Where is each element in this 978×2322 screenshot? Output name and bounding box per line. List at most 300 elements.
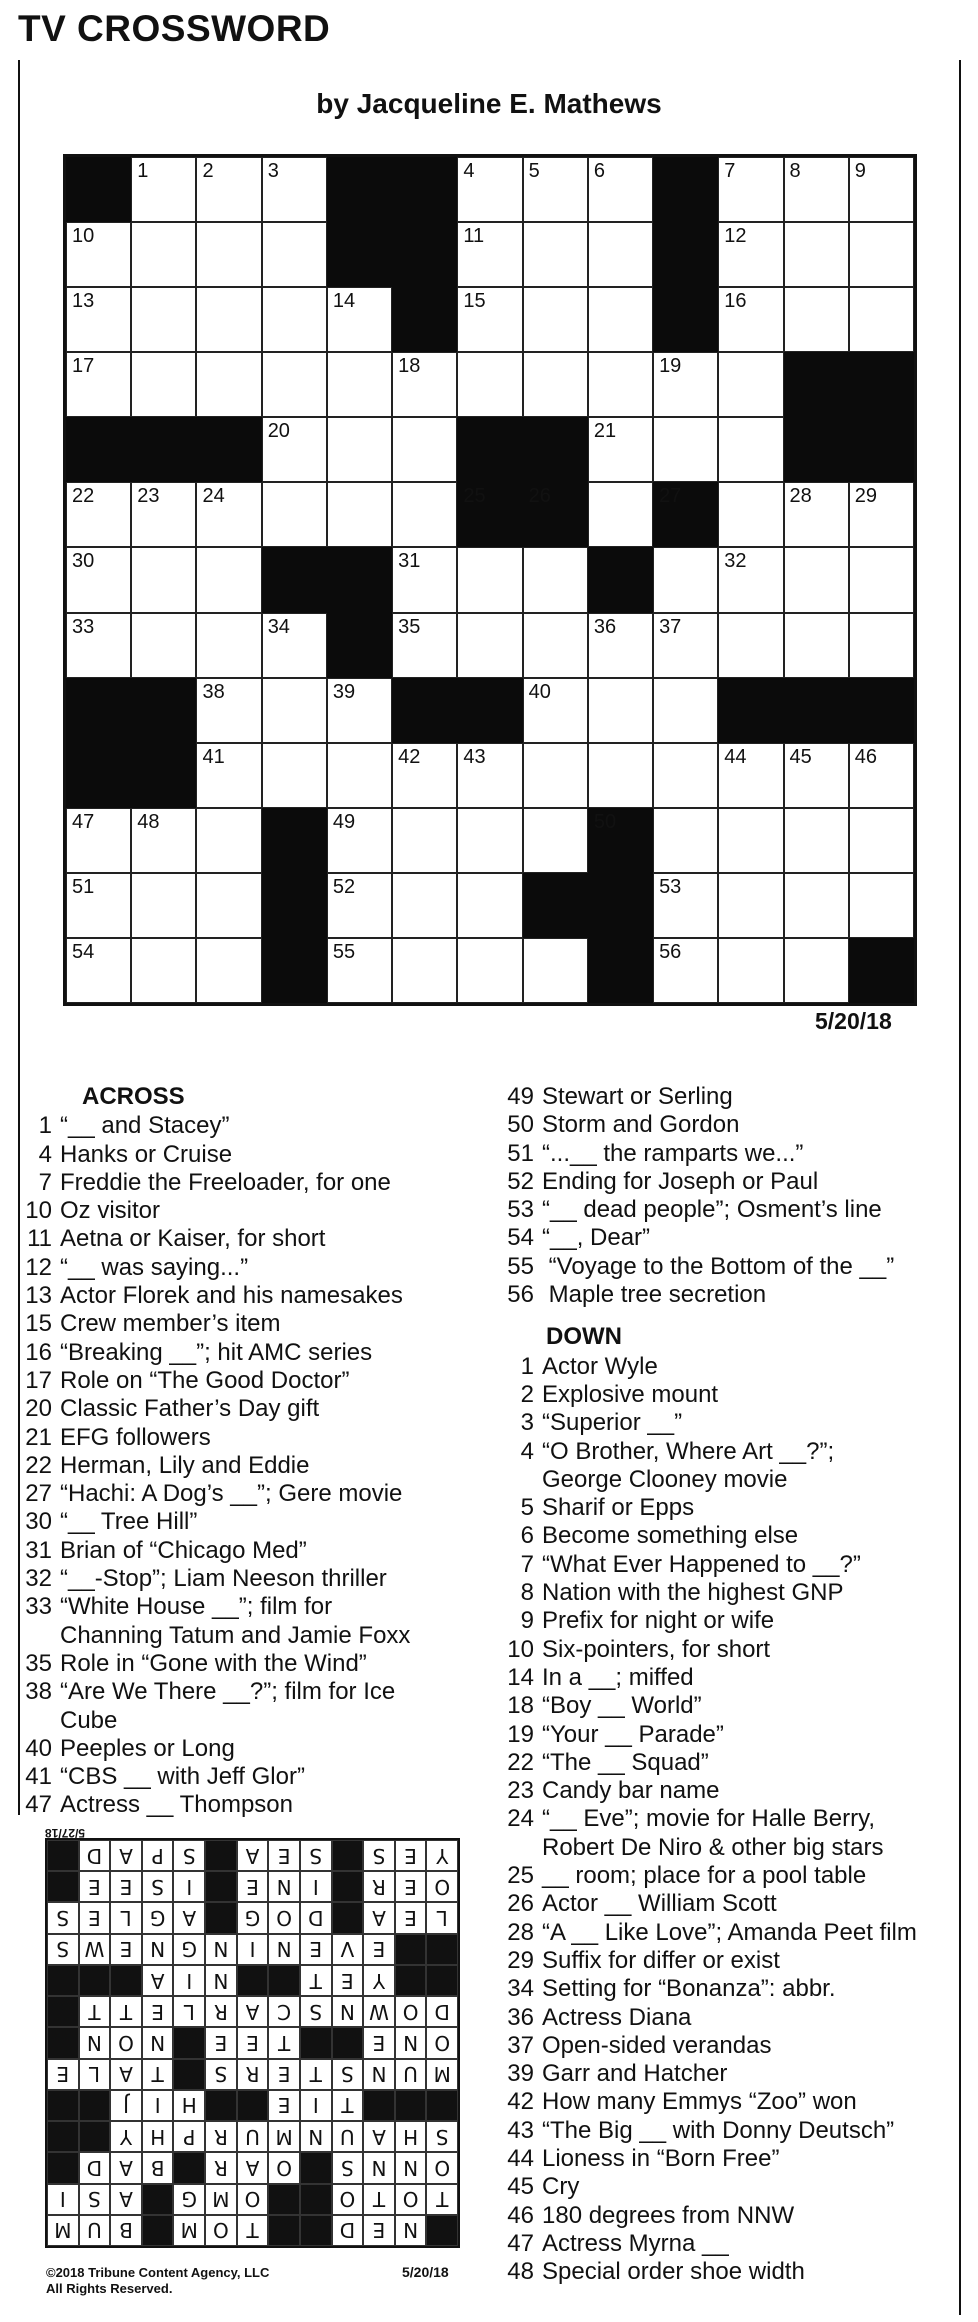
solution-cell: A <box>173 1902 205 1933</box>
grid-cell[interactable] <box>196 743 261 808</box>
clue-text: “Your __ Parade” <box>542 1720 724 1748</box>
grid-cell[interactable] <box>523 352 588 417</box>
grid-cell[interactable] <box>262 678 327 743</box>
clue-number: 16 <box>25 1338 52 1366</box>
cell-number: 56 <box>659 940 682 963</box>
solution-cell: R <box>363 1871 395 1902</box>
clue-number: 36 <box>507 2003 534 2031</box>
solution-cell: B <box>110 2215 142 2246</box>
clue-item <box>504 1224 954 1252</box>
solution-block <box>300 2152 332 2183</box>
cell-number: 44 <box>724 745 747 768</box>
clue-item <box>504 2145 954 2173</box>
solution-cell: N <box>205 1934 237 1965</box>
clue-number: 23 <box>507 1777 534 1805</box>
solution-grid <box>45 1838 460 2248</box>
rights-line: All Rights Reserved. <box>46 2281 173 2296</box>
grid-cell[interactable] <box>196 352 261 417</box>
grid-cell[interactable] <box>784 222 849 287</box>
grid-block <box>784 678 849 743</box>
solution-block <box>47 2090 79 2121</box>
grid-cell[interactable] <box>784 613 849 678</box>
solution-block <box>426 1934 458 1965</box>
clue-text: “The __ Squad” <box>542 1748 709 1776</box>
grid-cell[interactable] <box>653 938 718 1003</box>
grid-cell[interactable] <box>262 157 327 222</box>
clue-item <box>22 1339 492 1367</box>
grid-block <box>653 222 718 287</box>
solution-cell: H <box>142 2121 174 2152</box>
clue-number: 38 <box>25 1678 52 1706</box>
grid-cell[interactable] <box>392 613 457 678</box>
clue-item <box>22 1310 492 1338</box>
grid-cell[interactable] <box>327 678 392 743</box>
grid-cell[interactable] <box>131 482 196 547</box>
grid-cell[interactable] <box>588 287 653 352</box>
grid-cell[interactable] <box>718 808 783 873</box>
grid-cell[interactable] <box>653 678 718 743</box>
grid-cell[interactable] <box>392 938 457 1003</box>
clue-text: Ending for Joseph or Paul <box>542 1167 819 1195</box>
grid-cell[interactable] <box>196 287 261 352</box>
grid-cell[interactable] <box>392 417 457 482</box>
puzzle-date: 5/20/18 <box>815 1008 892 1034</box>
grid-cell[interactable] <box>523 938 588 1003</box>
solution-cell: O <box>395 2184 427 2215</box>
grid-cell[interactable] <box>784 287 849 352</box>
grid-cell[interactable] <box>131 287 196 352</box>
solution-cell: A <box>142 1965 174 1996</box>
grid-cell[interactable] <box>66 482 131 547</box>
clue-number: 8 <box>520 1579 534 1607</box>
grid-cell[interactable] <box>131 808 196 873</box>
solution-cell: N <box>268 1871 300 1902</box>
grid-cell[interactable] <box>196 873 261 938</box>
clue-item <box>504 1281 954 1309</box>
clue-text: “__ was saying...” <box>60 1253 249 1281</box>
grid-cell[interactable] <box>849 873 914 938</box>
cell-number: 17 <box>72 355 95 378</box>
solution-cell: E <box>110 1871 142 1902</box>
grid-cell[interactable] <box>392 352 457 417</box>
clue-text: “__ Tree Hill” <box>60 1508 198 1536</box>
cell-number: 9 <box>854 160 866 182</box>
solution-cell: E <box>332 1965 364 1996</box>
grid-cell[interactable] <box>849 222 914 287</box>
grid-cell[interactable] <box>653 352 718 417</box>
grid-cell[interactable] <box>196 157 261 222</box>
clue-number: 13 <box>25 1282 52 1310</box>
clue-text: __ room; place for a pool table <box>542 1862 867 1890</box>
down-heading: DOWN <box>546 1323 622 1351</box>
solution-cell: N <box>395 2152 427 2183</box>
grid-cell[interactable] <box>392 873 457 938</box>
grid-block <box>849 938 914 1003</box>
grid-block <box>457 417 522 482</box>
solution-cell: L <box>110 1902 142 1933</box>
clue-number: 4 <box>38 1140 52 1168</box>
grid-cell[interactable] <box>784 547 849 612</box>
grid-cell[interactable] <box>196 547 261 612</box>
grid-cell[interactable] <box>849 287 914 352</box>
grid-cell[interactable] <box>849 743 914 808</box>
solution-cell: M <box>426 2059 458 2090</box>
clue-item <box>504 1551 954 1579</box>
grid-cell[interactable] <box>66 938 131 1003</box>
grid-cell[interactable] <box>196 222 261 287</box>
clue-text: “__, Dear” <box>542 1224 651 1252</box>
clue-number: 44 <box>507 2144 534 2172</box>
clue-text: “Hachi: A Dog’s __”; Gere movie <box>60 1480 403 1508</box>
solution-cell: T <box>363 2184 395 2215</box>
grid-cell[interactable] <box>523 287 588 352</box>
solution-cell: E <box>363 2215 395 2246</box>
clue-number: 15 <box>25 1310 52 1338</box>
grid-cell[interactable] <box>588 678 653 743</box>
clue-number: 14 <box>507 1663 534 1691</box>
solution-cell: A <box>110 1840 142 1871</box>
clue-text: “...__ the ramparts we...” <box>542 1139 804 1167</box>
grid-cell[interactable] <box>653 547 718 612</box>
grid-cell[interactable] <box>718 222 783 287</box>
cell-number: 51 <box>72 875 95 898</box>
grid-block <box>588 873 653 938</box>
grid-cell[interactable] <box>66 873 131 938</box>
solution-cell: A <box>110 2184 142 2215</box>
solution-block <box>205 2090 237 2121</box>
cell-number: 11 <box>463 225 485 248</box>
clue-text: “The Big __ with Donny Deutsch” <box>542 2116 895 2144</box>
grid-cell[interactable] <box>849 157 914 222</box>
grid-cell[interactable] <box>653 873 718 938</box>
solution-cell: B <box>142 2152 174 2183</box>
down-clue-list <box>504 1353 954 2287</box>
grid-cell[interactable] <box>588 613 653 678</box>
solution-cell: E <box>395 1871 427 1902</box>
grid-block <box>66 678 131 743</box>
clue-item <box>504 1862 954 1890</box>
grid-cell[interactable] <box>653 808 718 873</box>
solution-cell: N <box>300 2121 332 2152</box>
grid-cell[interactable] <box>784 873 849 938</box>
grid-cell[interactable] <box>262 743 327 808</box>
grid-block <box>588 547 653 612</box>
grid-cell[interactable] <box>588 743 653 808</box>
clue-text: Special order shoe width <box>542 2258 805 2286</box>
grid-cell[interactable] <box>196 808 261 873</box>
solution-cell: G <box>237 1902 269 1933</box>
solution-cell: I <box>300 2090 332 2121</box>
grid-block <box>131 743 196 808</box>
grid-cell[interactable] <box>131 352 196 417</box>
clue-number: 51 <box>507 1139 534 1167</box>
grid-cell[interactable] <box>784 808 849 873</box>
grid-cell[interactable] <box>327 352 392 417</box>
grid-block <box>196 417 261 482</box>
solution-cell: G <box>142 1902 174 1933</box>
solution-cell: U <box>79 2215 111 2246</box>
solution-cell: E <box>363 1934 395 1965</box>
grid-cell[interactable] <box>718 352 783 417</box>
solution-cell: A <box>363 2121 395 2152</box>
grid-cell[interactable] <box>849 613 914 678</box>
grid-block <box>784 352 849 417</box>
clue-text: Crew member’s item <box>60 1310 281 1338</box>
clue-item <box>504 1749 954 1777</box>
grid-cell[interactable] <box>718 482 783 547</box>
grid-cell[interactable] <box>196 938 261 1003</box>
clue-item <box>504 1579 954 1607</box>
solution-cell: G <box>173 1934 205 1965</box>
clue-text: “__ Eve”; movie for Halle Berry, Robert De Niro & other big stars <box>542 1805 884 1861</box>
grid-cell[interactable] <box>653 743 718 808</box>
grid-cell[interactable] <box>392 482 457 547</box>
solution-cell: D <box>426 1996 458 2027</box>
grid-cell[interactable] <box>588 482 653 547</box>
solution-cell: O <box>426 1871 458 1902</box>
grid-cell[interactable] <box>327 417 392 482</box>
grid-block <box>262 938 327 1003</box>
grid-cell[interactable] <box>457 613 522 678</box>
grid-cell[interactable] <box>327 873 392 938</box>
grid-cell[interactable] <box>131 613 196 678</box>
grid-cell[interactable] <box>262 613 327 678</box>
clue-item <box>22 1424 492 1452</box>
solution-cell: R <box>205 2121 237 2152</box>
solution-cell: O <box>110 2027 142 2058</box>
grid-cell[interactable] <box>588 157 653 222</box>
clue-text: “What Ever Happened to __?” <box>542 1550 861 1578</box>
solution-block <box>395 2090 427 2121</box>
solution-cell: T <box>110 1996 142 2027</box>
clue-text: “Are We There __?”; film for Ice Cube <box>60 1678 396 1734</box>
grid-cell[interactable] <box>262 352 327 417</box>
cell-number: 55 <box>332 940 356 963</box>
grid-cell[interactable] <box>523 222 588 287</box>
grid-cell[interactable] <box>588 352 653 417</box>
grid-cell[interactable] <box>196 482 261 547</box>
solution-cell: N <box>395 2215 427 2246</box>
solution-block <box>47 1840 79 1871</box>
grid-cell[interactable] <box>523 157 588 222</box>
solution-block <box>205 1902 237 1933</box>
grid-cell[interactable] <box>327 808 392 873</box>
grid-cell[interactable] <box>718 417 783 482</box>
grid-cell[interactable] <box>131 222 196 287</box>
solution-block <box>268 1965 300 1996</box>
grid-cell[interactable] <box>457 743 522 808</box>
solution-cell: N <box>268 1934 300 1965</box>
clue-item <box>22 1395 492 1423</box>
grid-cell[interactable] <box>784 157 849 222</box>
grid-block <box>457 482 522 547</box>
grid-cell[interactable] <box>131 157 196 222</box>
solution-cell: I <box>173 1965 205 1996</box>
grid-cell[interactable] <box>849 808 914 873</box>
clue-item <box>504 1947 954 1975</box>
grid-cell[interactable] <box>327 938 392 1003</box>
grid-cell[interactable] <box>327 287 392 352</box>
grid-cell[interactable] <box>718 873 783 938</box>
grid-cell[interactable] <box>849 547 914 612</box>
solution-cell: T <box>300 1965 332 1996</box>
grid-cell[interactable] <box>784 743 849 808</box>
grid-cell[interactable] <box>131 873 196 938</box>
solution-cell: H <box>173 2090 205 2121</box>
clue-number: 2 <box>520 1380 534 1408</box>
grid-cell[interactable] <box>196 613 261 678</box>
solution-cell: E <box>79 1871 111 1902</box>
grid-cell[interactable] <box>66 222 131 287</box>
clue-number: 48 <box>507 2258 534 2286</box>
clue-text: How many Emmys “Zoo” won <box>542 2088 857 2116</box>
clue-item <box>22 1508 492 1536</box>
solution-cell: S <box>173 1840 205 1871</box>
grid-cell[interactable] <box>66 613 131 678</box>
across-clue-list <box>22 1112 492 1819</box>
grid-cell[interactable] <box>457 873 522 938</box>
grid-cell[interactable] <box>784 938 849 1003</box>
clues-column-left <box>22 1083 492 1820</box>
grid-cell[interactable] <box>653 417 718 482</box>
solution-cell: W <box>79 1934 111 1965</box>
grid-block <box>262 808 327 873</box>
clue-number: 39 <box>507 2060 534 2088</box>
grid-cell[interactable] <box>131 547 196 612</box>
solution-block <box>426 1965 458 1996</box>
clue-text: “Breaking __”; hit AMC series <box>60 1338 373 1366</box>
grid-cell[interactable] <box>523 547 588 612</box>
grid-cell[interactable] <box>653 613 718 678</box>
grid-cell[interactable] <box>66 287 131 352</box>
cell-number: 22 <box>72 485 95 508</box>
clue-text: Garr and Hatcher <box>542 2060 728 2088</box>
clue-text: Aetna or Kaiser, for short <box>60 1225 326 1253</box>
grid-cell[interactable] <box>718 613 783 678</box>
clue-text: Actress __ Thompson <box>60 1791 294 1819</box>
grid-block <box>588 808 653 873</box>
grid-cell[interactable] <box>131 938 196 1003</box>
grid-cell[interactable] <box>457 547 522 612</box>
solution-cell: S <box>47 1902 79 1933</box>
grid-cell[interactable] <box>262 222 327 287</box>
grid-cell[interactable] <box>784 482 849 547</box>
solution-cell: O <box>426 2152 458 2183</box>
grid-cell[interactable] <box>66 352 131 417</box>
grid-cell[interactable] <box>457 287 522 352</box>
grid-cell[interactable] <box>523 678 588 743</box>
clue-item <box>22 1593 492 1650</box>
cell-number: 47 <box>72 810 95 833</box>
solution-cell: E <box>363 2027 395 2058</box>
clue-text: Actor Wyle <box>542 1352 658 1380</box>
grid-cell[interactable] <box>588 417 653 482</box>
grid-cell[interactable] <box>457 808 522 873</box>
clue-item <box>504 1353 954 1381</box>
clue-text: “Boy __ World” <box>542 1692 702 1720</box>
clue-number: 1 <box>520 1352 534 1380</box>
clue-text: Sharif or Epps <box>542 1494 695 1522</box>
grid-cell[interactable] <box>849 482 914 547</box>
grid-cell[interactable] <box>392 743 457 808</box>
clue-number: 11 <box>27 1225 52 1253</box>
grid-cell[interactable] <box>66 808 131 873</box>
solution-cell: D <box>332 2215 364 2246</box>
cell-number: 38 <box>202 680 225 703</box>
solution-block <box>395 1965 427 1996</box>
grid-cell[interactable] <box>262 482 327 547</box>
grid-cell[interactable] <box>392 808 457 873</box>
clue-item <box>504 2230 954 2258</box>
clue-number: 30 <box>25 1508 52 1536</box>
grid-cell[interactable] <box>523 808 588 873</box>
solution-block <box>426 2215 458 2246</box>
grid-cell[interactable] <box>718 157 783 222</box>
grid-cell[interactable] <box>327 482 392 547</box>
clue-number: 9 <box>520 1607 534 1635</box>
solution-cell: E <box>110 1934 142 1965</box>
grid-cell[interactable] <box>262 417 327 482</box>
clue-text: Actor __ William Scott <box>542 1890 777 1918</box>
grid-cell[interactable] <box>718 287 783 352</box>
grid-cell[interactable] <box>327 743 392 808</box>
grid-cell[interactable] <box>523 743 588 808</box>
grid-cell[interactable] <box>196 678 261 743</box>
cell-number: 1 <box>137 160 149 182</box>
clue-number: 19 <box>507 1720 534 1748</box>
clue-text: “A __ Like Love”; Amanda Peet film <box>542 1918 917 1946</box>
solution-block <box>47 2121 79 2152</box>
grid-cell[interactable] <box>718 938 783 1003</box>
grid-cell[interactable] <box>457 938 522 1003</box>
clue-text: “Superior __” <box>542 1409 683 1437</box>
solution-block <box>47 2152 79 2183</box>
solution-cell: S <box>47 1934 79 1965</box>
clue-item <box>22 1141 492 1169</box>
grid-cell[interactable] <box>457 222 522 287</box>
solution-cell: S <box>332 2152 364 2183</box>
solution-cell: I <box>142 2090 174 2121</box>
cell-number: 25 <box>463 485 486 508</box>
grid-block <box>653 287 718 352</box>
solution-cell: A <box>237 1840 269 1871</box>
across-heading: ACROSS <box>82 1083 185 1110</box>
grid-cell[interactable] <box>392 547 457 612</box>
grid-cell[interactable] <box>718 743 783 808</box>
solution-cell: A <box>237 2152 269 2183</box>
clue-text: In a __; miffed <box>542 1663 694 1691</box>
solution-block <box>332 1871 364 1902</box>
cell-number: 24 <box>202 485 225 508</box>
clue-item <box>504 1522 954 1550</box>
cell-number: 21 <box>593 420 617 443</box>
grid-cell[interactable] <box>457 157 522 222</box>
grid-cell[interactable] <box>718 547 783 612</box>
grid-cell[interactable] <box>66 547 131 612</box>
clue-text: Herman, Lily and Eddie <box>60 1451 310 1479</box>
solution-cell: I <box>173 1871 205 1902</box>
grid-cell[interactable] <box>523 613 588 678</box>
grid-cell[interactable] <box>588 222 653 287</box>
grid-cell[interactable] <box>457 352 522 417</box>
solution-cell: Y <box>110 2121 142 2152</box>
crossword-grid[interactable] <box>63 154 917 1006</box>
clue-number: 29 <box>507 1946 534 1974</box>
puzzle-title: TV CROSSWORD <box>18 8 331 49</box>
grid-cell[interactable] <box>262 287 327 352</box>
cell-number: 6 <box>593 160 605 182</box>
clue-item <box>504 2202 954 2230</box>
